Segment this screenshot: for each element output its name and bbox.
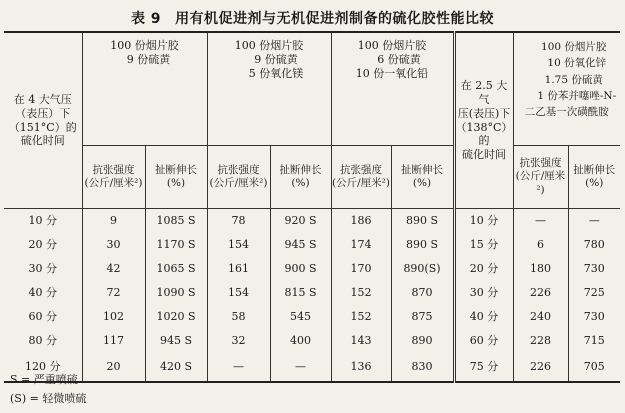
formula-3: 100 份烟片胶 6 份硫黄 10 份一氧化铅 [331,32,454,146]
cure-time-right: 10 分 [454,209,513,234]
table-title [0,8,625,28]
tensile-value: 226 [513,353,568,382]
note-severe-bloom: S = 严重喷硫 [10,373,78,386]
tensile-value: 9 [82,209,145,234]
tensile-value: 228 [513,329,568,353]
elongation-header-4: 扯断伸长 (%) [568,146,620,209]
elongation-value: 705 [568,353,620,382]
vulcanizate-comparison-table [4,31,620,383]
tensile-value: 58 [207,305,270,329]
cure-time-left: 40 分 [28,286,57,300]
elongation-value: 1170 S [145,233,207,257]
tensile-value: 42 [82,257,145,281]
formula-2: 100 份烟片胶 9 份硫黄 5 份氧化镁 [207,32,331,146]
elongation-value: 875 [391,305,454,329]
table-row [4,353,620,382]
elongation-value: 730 [568,257,620,281]
tensile-header-4: 抗张强度 (公斤/厘米²) [513,146,568,209]
tensile-value: 32 [207,329,270,353]
elongation-value: — [270,353,331,382]
elongation-value: 1020 S [145,305,207,329]
cure-time-left: 120 分 [4,353,82,382]
cure-time-right: 30 分 [454,281,513,305]
tensile-value: 226 [513,281,568,305]
tensile-value: 78 [207,209,270,234]
tensile-value: 152 [331,305,391,329]
formula-1: 100 份烟片胶 9 份硫黄 [82,32,207,146]
tensile-value: 170 [331,257,391,281]
cure-time-left: 20 分 [28,238,57,252]
tensile-value: 117 [82,329,145,353]
tensile-header-2: 抗张强度 (公斤/厘米²) [207,146,270,209]
tensile-value: 154 [207,281,270,305]
elongation-value: 1065 S [145,257,207,281]
header-row-formulas [4,32,620,146]
table-caption: 用有机促进剂与无机促进剂制备的硫化胶性能比较 [175,11,495,27]
tensile-value: 20 [82,353,145,382]
table-row [4,329,620,353]
tensile-value: 161 [207,257,270,281]
elongation-value: 1090 S [145,281,207,305]
elongation-value: 830 [391,353,454,382]
elongation-header-1: 扯断伸长 (%) [145,146,207,209]
elongation-value: 890 S [391,233,454,257]
header-row-properties [4,146,620,209]
elongation-value: 1085 S [145,209,207,234]
tensile-header-3: 抗张强度 (公斤/厘米²) [331,146,391,209]
elongation-value: 780 [568,233,620,257]
cure-time-right: 75 分 [454,353,513,382]
elongation-value: 890 [391,329,454,353]
table-row [4,257,620,281]
elongation-value: 890(S) [391,257,454,281]
elongation-value: 725 [568,281,620,305]
elongation-header-2: 扯断伸长 (%) [270,146,331,209]
table-number: 表 9 [130,11,162,27]
elongation-value: 400 [270,329,331,353]
tensile-header-1: 抗张强度 (公斤/厘米²) [82,146,145,209]
right-condition-header: 在 2.5 大气 压(表压)下 （138°C）的 硫化时间 [454,32,513,209]
tensile-value: 152 [331,281,391,305]
cure-time-right: 20 分 [454,257,513,281]
tensile-value: 143 [331,329,391,353]
elongation-value: 815 S [270,281,331,305]
elongation-value: 420 S [145,353,207,382]
formula-4: 100 份烟片胶 10 份氧化锌 1.75 份硫黄 1 份苯并噻唑-N- 二乙基一次磺酰胺 [513,32,620,146]
left-condition-header: 在 4 大气压 （表压）下 （151°C）的 硫化时间 [4,32,82,209]
tensile-value: 186 [331,209,391,234]
elongation-header-3: 扯断伸长 (%) [391,146,454,209]
cure-time-right: 60 分 [454,329,513,353]
cure-time-left: 80 分 [28,334,57,348]
elongation-value: 715 [568,329,620,353]
table-row [4,305,620,329]
elongation-value: — [568,209,620,234]
tensile-value: 240 [513,305,568,329]
cure-time-right: 40 分 [454,305,513,329]
elongation-value: 890 S [391,209,454,234]
elongation-value: 945 S [145,329,207,353]
table-notes [10,370,86,409]
cure-time-left: 10 分 [28,214,57,228]
elongation-value: 545 [270,305,331,329]
table-row [4,281,620,305]
cure-time-left: 30 分 [28,262,57,276]
note-slight-bloom: (S) = 轻微喷硫 [10,392,87,406]
table-row [4,209,620,234]
tensile-value: 72 [82,281,145,305]
elongation-value: 870 [391,281,454,305]
tensile-value: 6 [513,233,568,257]
elongation-value: 900 S [270,257,331,281]
tensile-value: 174 [331,233,391,257]
tensile-value: 180 [513,257,568,281]
elongation-value: 945 S [270,233,331,257]
table-row [4,233,620,257]
tensile-value: 30 [82,233,145,257]
tensile-value: 154 [207,233,270,257]
cure-time-left: 60 分 [28,310,57,324]
tensile-value: — [207,353,270,382]
tensile-value: 102 [82,305,145,329]
tensile-value: — [513,209,568,234]
tensile-value: 136 [331,353,391,382]
cure-time-right: 15 分 [454,233,513,257]
elongation-value: 730 [568,305,620,329]
elongation-value: 920 S [270,209,331,234]
